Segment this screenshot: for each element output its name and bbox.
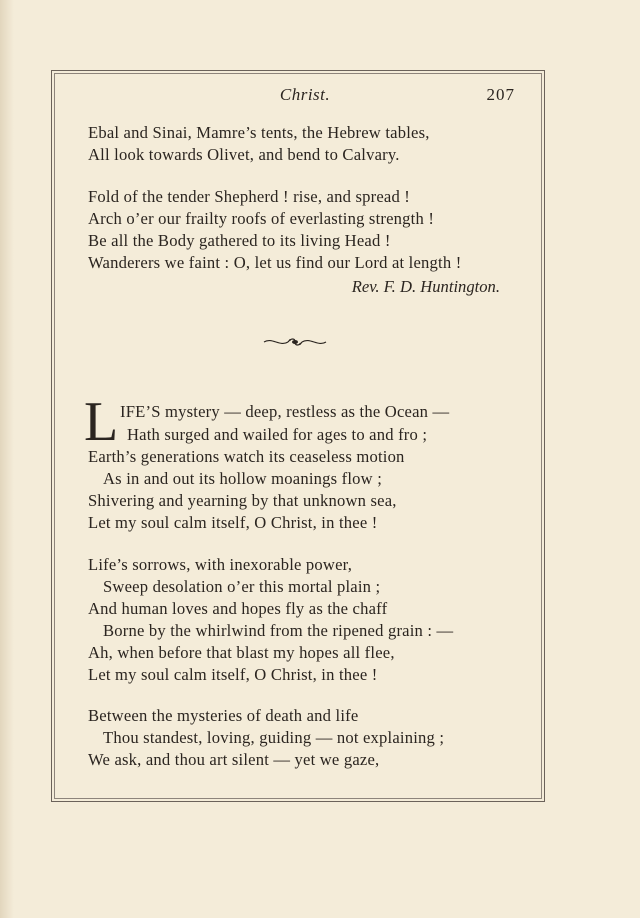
- page-number: 207: [486, 85, 515, 104]
- attribution: Rev. F. D. Huntington.: [351, 277, 500, 296]
- poem-line: IFE’S mystery — deep, restless as the Ocean —: [120, 402, 450, 421]
- poem-line: Shivering and yearning by that unknown sea,: [88, 491, 397, 510]
- page-gutter-shade: [0, 0, 14, 918]
- poem-line: Sweep desolation o’er this mortal plain ;: [103, 577, 381, 596]
- poem-line: Earth’s generations watch its ceaseless motion: [88, 447, 405, 466]
- poem-line: Arch o’er our frailty roofs of everlasting strength !: [88, 209, 435, 228]
- poem-line: Let my soul calm itself, O Christ, in thee !: [88, 513, 378, 532]
- poem-line: We ask, and thou art silent — yet we gaze,: [88, 750, 380, 769]
- poem-line: Fold of the tender Shepherd ! rise, and spread !: [88, 187, 411, 206]
- poem-line: As in and out its hollow moanings flow ;: [103, 469, 383, 488]
- poem-line: Between the mysteries of death and life: [88, 706, 359, 725]
- poem-line: Hath surged and wailed for ages to and fro ;: [127, 425, 428, 444]
- poem-line: Life’s sorrows, with inexorable power,: [88, 555, 353, 574]
- poem-line: Borne by the whirlwind from the ripened grain : —: [103, 621, 454, 640]
- drop-cap: L: [84, 391, 119, 453]
- poem-line: All look towards Olivet, and bend to Calvary.: [88, 145, 400, 164]
- poem-line: Let my soul calm itself, O Christ, in thee !: [88, 665, 378, 684]
- fleuron-ornament-icon: [262, 335, 328, 349]
- poem-line: And human loves and hopes fly as the chaff: [88, 599, 388, 618]
- poem-line: Wanderers we faint : O, let us find our Lord at length !: [88, 253, 462, 272]
- poem-line: Ebal and Sinai, Mamre’s tents, the Hebrew tables,: [88, 123, 430, 142]
- poem-line: Be all the Body gathered to its living Head !: [88, 231, 391, 250]
- poem-line: Ah, when before that blast my hopes all flee,: [88, 643, 395, 662]
- poem-line: Thou standest, loving, guiding — not explaining ;: [103, 728, 445, 747]
- running-title: Christ.: [279, 85, 331, 104]
